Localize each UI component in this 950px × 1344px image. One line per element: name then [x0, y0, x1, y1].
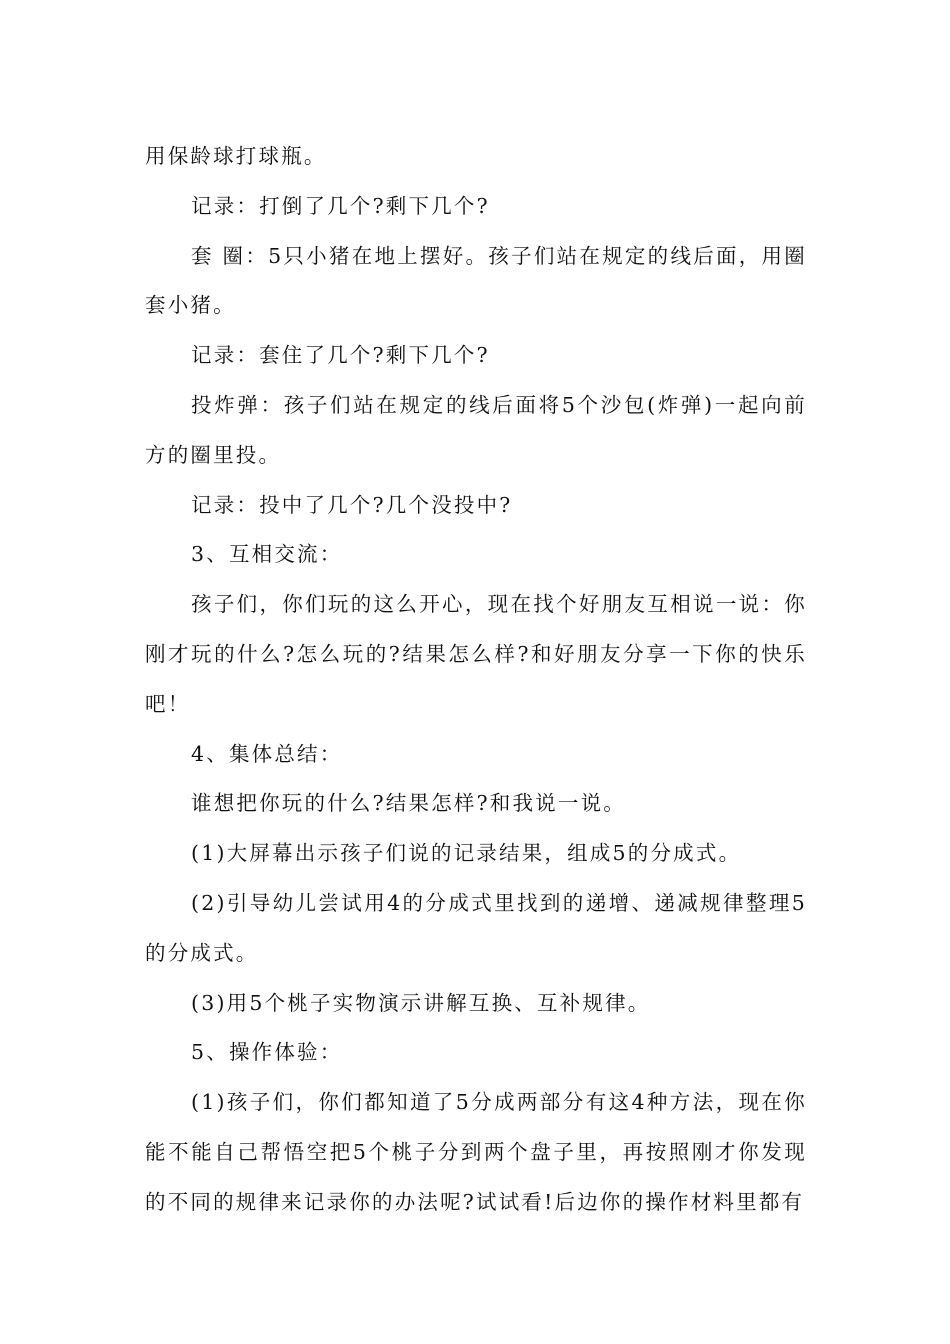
paragraph-operation: (1)孩子们，你们都知道了5分成两部分有这4种方法，现在你能不能自己帮悟空把5个桃子分到两个盘子里，再按照刚才你发现的不同的规律来记录你的办法呢?试试看!后边你的操作材料里都有 [145, 1090, 807, 1214]
heading-summary: 4、集体总结： [191, 741, 343, 766]
paragraph-record-bowling: 记录：打倒了几个?剩下几个? [191, 193, 490, 218]
heading-exchange: 3、互相交流： [191, 542, 343, 567]
heading-operation: 5、操作体验： [191, 1040, 343, 1065]
paragraph-record-ring-toss: 记录：套住了几个?剩下几个? [191, 343, 490, 368]
document-body [145, 132, 807, 1228]
paragraph-bowling: 用保龄球打球瓶。 [145, 144, 327, 168]
paragraph-throw-bombs: 投炸弹：孩子们站在规定的线后面将5个沙包(炸弹)一起向前方的圈里投。 [145, 392, 807, 467]
paragraph-ring-toss: 套 圈：5只小猪在地上摆好。孩子们站在规定的线后面，用圈套小猪。 [145, 243, 807, 318]
paragraph-record-throw: 记录：投中了几个?几个没投中? [191, 492, 513, 517]
paragraph-exchange: 孩子们，你们玩的这么开心，现在找个好朋友互相说一说：你刚才玩的什么?怎么玩的?结果怎么样?和好朋友分享一下你的快乐吧！ [145, 592, 807, 716]
list-item-2: (2)引导幼儿尝试用4的分成式里找到的递增、递减规律整理5的分成式。 [145, 890, 807, 965]
list-item-3: (3)用5个桃子实物演示讲解互换、互补规律。 [191, 990, 651, 1015]
list-item-1: (1)大屏幕出示孩子们说的记录结果，组成5的分成式。 [191, 841, 742, 866]
paragraph-summary: 谁想把你玩的什么?结果怎样?和我说一说。 [191, 791, 626, 816]
